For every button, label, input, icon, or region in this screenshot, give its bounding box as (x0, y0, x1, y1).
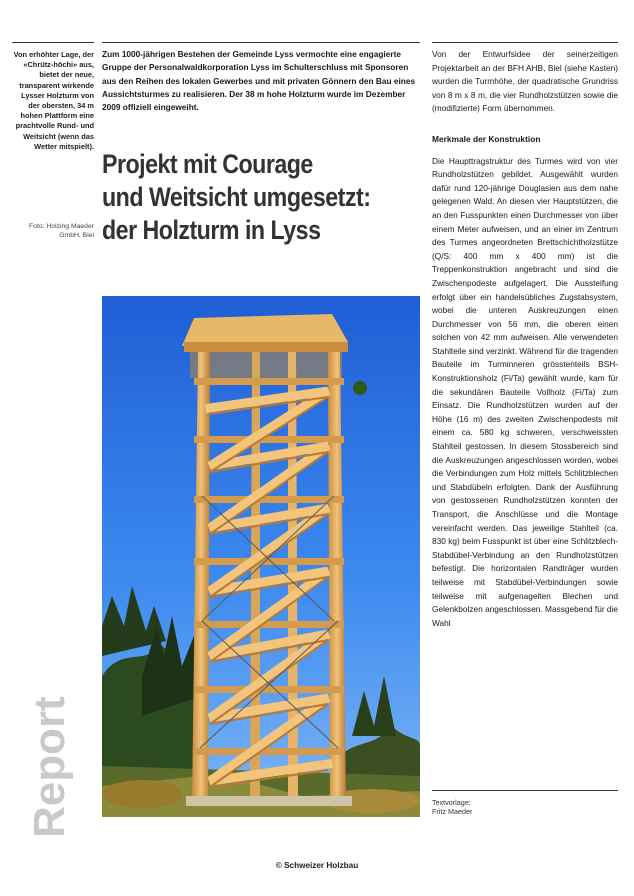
photo-credit: Foto: Holzing Maeder GmbH, Biel (29, 223, 94, 239)
lead-paragraph: Zum 1000-jährigen Bestehen der Gemeinde Lyss vermochte eine engagierte Gruppe der Personalwaldkorporation Lyss im Schulterschluss mit Sponsoren aus den Reihen des lokalen Gewerbes und mit privaten Gönnern den Bau eines Aussichtsturmes zu realisieren. Der 38 m hohe Holzturm wurde im Dezember 2009 offiziell eingeweiht. (102, 49, 416, 113)
right-column (432, 48, 618, 630)
text-source-label: Textvorlage: (432, 798, 471, 807)
section-label: Report (25, 696, 74, 838)
headline-line-3: der Holzturm in Lyss (102, 215, 321, 245)
text-source (432, 798, 552, 817)
top-right-rule (432, 42, 618, 43)
top-center-rule (102, 42, 420, 43)
text-source-author: Fritz Maeder (432, 807, 473, 817)
page-footer: © Schweizer Holzbau (275, 861, 359, 870)
intro-paragraph: Von der Entwurfsidee der seinerzeitigen Projektarbeit an der BFH AHB, Biel (siehe Kasten) wurden die Turmhöhe, der quadratische Grundriss von 8 m x 8 m, die vier Rundholzstützen sowie die (modifizierte) Form übernommen. (432, 49, 618, 114)
section-heading: Merkmale der Konstruktion (432, 133, 541, 144)
article-headline (102, 148, 420, 247)
textvorlage-rule (432, 790, 618, 791)
headline-line-1: Projekt mit Courage (102, 149, 313, 179)
photo-caption: Von erhöhter Lage, der «Chrütz-höchi» aus, bietet der neue, transparent wirkende Lysser Holzturm von der obersten, 34 m hohen Plattform eine prachtvolle Rund- und Weitsicht (wenn das Wetter mitspielt). (13, 50, 94, 151)
headline-line-2: und Weitsicht umgesetzt: (102, 182, 371, 212)
body-paragraph: Die Haupttragstruktur des Turmes wird von vier Rundholzstützen gebildet. Ausgewählt wurden dafür rund 120-jährige Douglasien aus dem nahe gelegenen Wald. An diesen vier Hauptstützen, die an den Fusspunkten einen Durchmesser von über einem Meter aufweisen, und an einer im Zentrum des Turmes angeordneten Brettschichtholzstütze (Q/S: 400 mm x 400 mm) ist die Treppenkonstruktion angebracht und sind die Zwischenpodeste aufgelagert. Die Aussteifung erfolgt über ein handelsübliches Zugstabsystem, wobei die unteren Auskreuzungen einen Durchmesser von 56 mm, die oberen einen solchen von 42 mm aufweisen. Alle verwendeten Stahlteile sind verzinkt. Während für die tragenden Bauteile im Turminneren grösstenteils BSH-Konstruktionsholz (Fi/Ta) gewählt wurde, kam für die sekundären Bauteile Vollholz (Fi/Ta) zum Einsatz. Die Rundholzstützen wurden auf der Höhe (16 m) des zweiten Zwischenpodests mit einem ca. 580 kg schweren, verschweissten Stahlteil gestossen. In diesem Stossbereich sind die Auskreuzungen angeschlossen worden, wobei die Verbindungen zum Holz mittels Schlitzblechen und Stabdübeln erfolgten. Dank der Ausführung von gestossenen Rundholzstützen konnten der Transport, die Anschlüsse und die Montage vereinfacht werden. Das jeweilige Stahlteil (ca. 830 kg) beim Fusspunkt ist über eine Schlitzblech-Stabdübel-Verbindung an den Rundholzstützen befestigt. Die horizontalen Randträger wurden teilweise mit Stabdübel-Verbindungen sowie teilweise mit aufgenagelten Blechen und Gelenkbolzen angeschlossen. Massgebend für die Wahl (432, 155, 618, 628)
top-left-rule (12, 42, 94, 43)
tower-photo (102, 296, 420, 817)
